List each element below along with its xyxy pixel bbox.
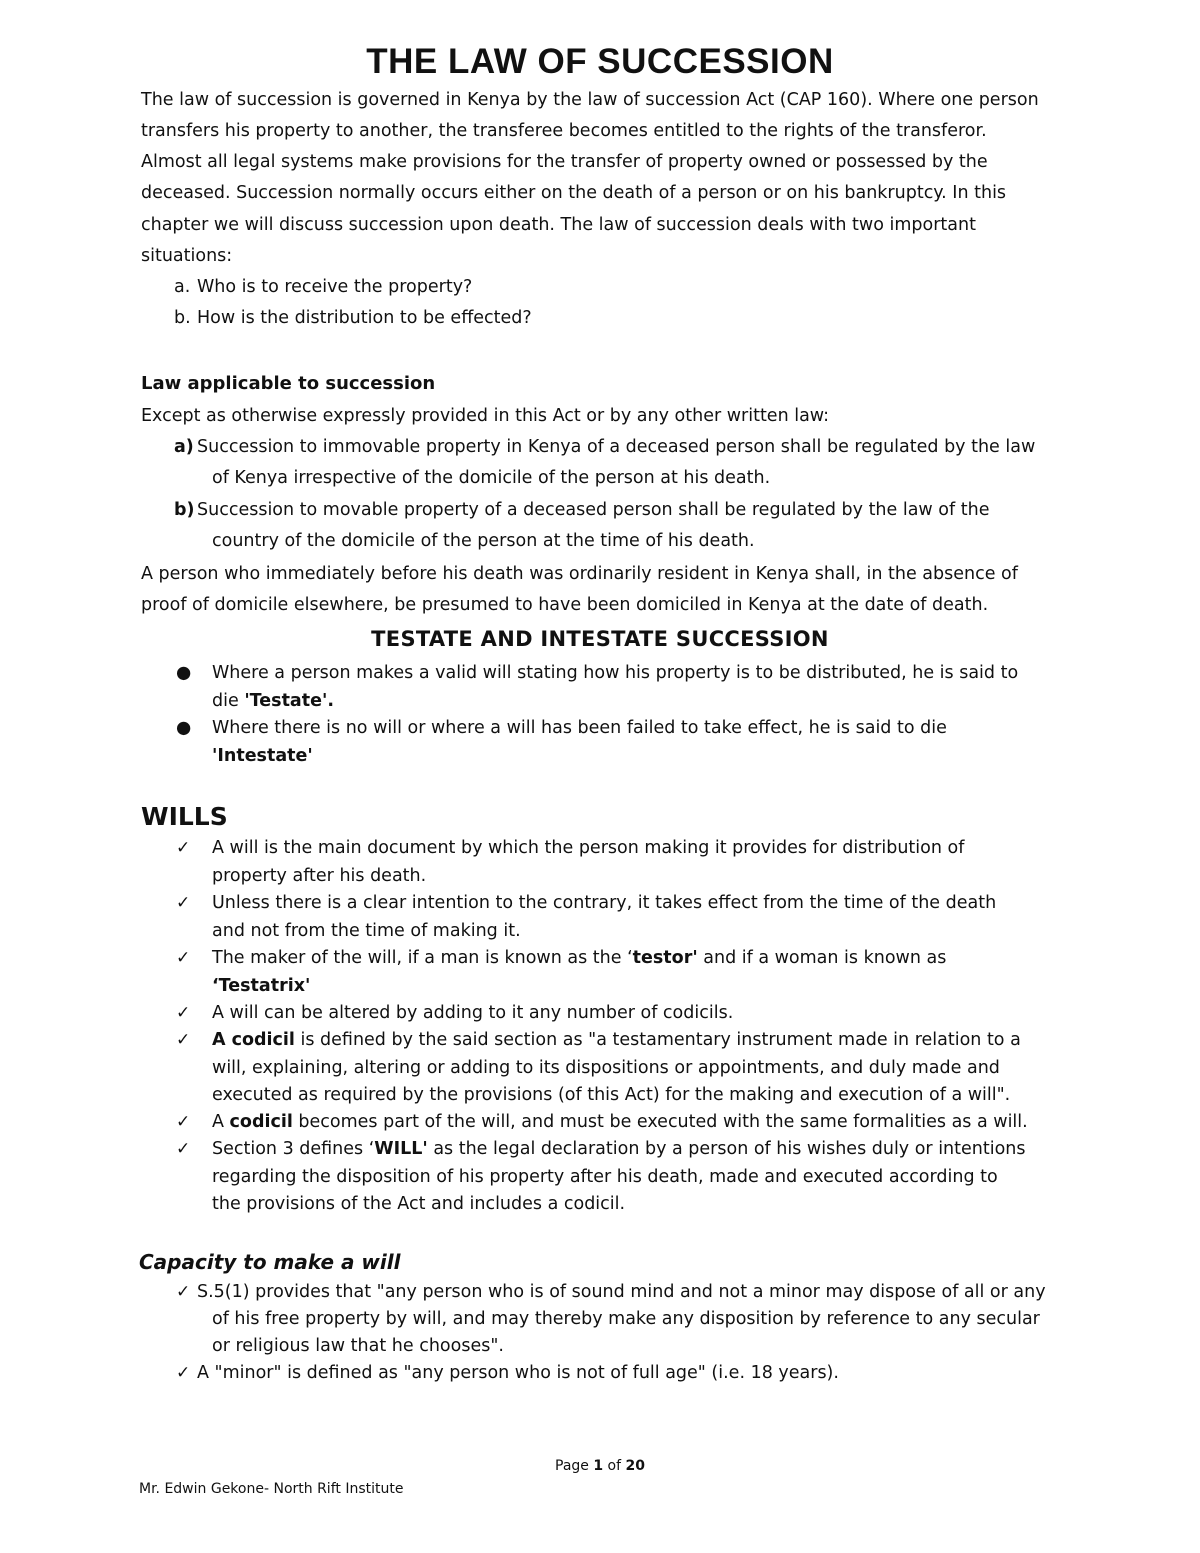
list-item-line: regarding the disposition of his property after his death, made and executed according to: [212, 1167, 998, 1187]
section-heading-testate-intestate: TESTATE AND INTESTATE SUCCESSION: [371, 627, 829, 651]
intro-line: Almost all legal systems make provisions for the transfer of property owned or possessed by the: [141, 152, 988, 172]
list-item-line: of Kenya irrespective of the domicile of the person at his death.: [212, 468, 771, 488]
list-item-line: and not from the time of making it.: [212, 921, 521, 941]
checkmark-icon: ✓: [176, 1112, 191, 1132]
intro-line: situations:: [141, 246, 233, 266]
list-item-line: [212, 688, 334, 716]
text: becomes part of the will, and must be executed with the same formalities as a will.: [292, 1112, 1028, 1132]
intro-line: The law of succession is governed in Kenya by the law of succession Act (CAP 160). Where one person: [141, 90, 1039, 110]
text: is defined by the said section as "a testamentary instrument made in relation to a: [294, 1030, 1021, 1050]
list-item-line: property after his death.: [212, 866, 427, 886]
list-item-line: Succession to movable property of a deceased person shall be regulated by the law of the: [197, 500, 990, 520]
checkmark-icon: ✓: [176, 1030, 191, 1050]
list-item-line: or religious law that he chooses".: [212, 1336, 504, 1356]
checkmark-icon: ✓: [176, 1139, 191, 1159]
list-item-line: [212, 1136, 1026, 1164]
term-testatrix: ‘Testatrix': [212, 976, 311, 996]
text: die: [212, 691, 245, 711]
term-will: WILL': [374, 1139, 428, 1159]
list-item-line: [212, 1109, 1028, 1137]
current-page: 1: [593, 1458, 604, 1474]
term-codicil: A codicil: [212, 1030, 295, 1050]
bullet-dot-icon: ●: [176, 718, 192, 738]
term-testate: 'Testate'.: [244, 691, 334, 711]
intro-line: deceased. Succession normally occurs either on the death of a person or on his bankruptcy. In this: [141, 183, 1007, 203]
intro-line: chapter we will discuss succession upon death. The law of succession deals with two important: [141, 215, 976, 235]
list-item-line: the provisions of the Act and includes a codicil.: [212, 1194, 626, 1214]
checkmark-icon: ✓: [176, 1282, 191, 1302]
list-marker: a): [174, 437, 194, 457]
footer-author: Mr. Edwin Gekone- North Rift Institute: [139, 1481, 404, 1497]
section-heading-law-applicable: Law applicable to succession: [141, 373, 436, 394]
list-item-line: executed as required by the provisions (of this Act) for the making and execution of a will".: [212, 1085, 1011, 1105]
checkmark-icon: ✓: [176, 1363, 191, 1383]
checkmark-icon: ✓: [176, 838, 191, 858]
checkmark-icon: ✓: [176, 948, 191, 968]
list-item: Who is to receive the property?: [197, 277, 473, 297]
list-item-line: [212, 1027, 1021, 1055]
term-codicil: codicil: [229, 1112, 293, 1132]
text: of: [603, 1458, 626, 1474]
page-number: [0, 1458, 1200, 1474]
text: and if a woman is known as: [697, 948, 947, 968]
list-item-line: country of the domicile of the person at the time of his death.: [212, 531, 755, 551]
list-item-line: Where there is no will or where a will has been failed to take effect, he is said to die: [212, 718, 947, 738]
text: Page: [555, 1458, 594, 1474]
intro-line: transfers his property to another, the transferee becomes entitled to the rights of the transferor.: [141, 121, 987, 141]
checkmark-icon: ✓: [176, 1003, 191, 1023]
document-title: THE LAW OF SUCCESSION: [366, 42, 834, 81]
text: The maker of the will, if a man is known as the ‘: [212, 948, 633, 968]
term-intestate: 'Intestate': [212, 746, 313, 766]
paragraph-line: proof of domicile elsewhere, be presumed to have been domiciled in Kenya at the date of death.: [141, 595, 989, 615]
checkmark-icon: ✓: [176, 893, 191, 913]
list-item-line: A will is the main document by which the person making it provides for distribution of: [212, 838, 965, 858]
list-item-line: Unless there is a clear intention to the contrary, it takes effect from the time of the death: [212, 893, 997, 913]
term-testor: testor': [632, 948, 698, 968]
list-marker: b.: [174, 308, 191, 328]
list-item-line: A "minor" is defined as "any person who is not of full age" (i.e. 18 years).: [197, 1363, 839, 1383]
bullet-dot-icon: ●: [176, 663, 192, 683]
list-marker: a.: [174, 277, 191, 297]
text: A: [212, 1112, 230, 1132]
list-item-line: Succession to immovable property in Kenya of a deceased person shall be regulated by the law: [197, 437, 1036, 457]
section-heading-capacity: Capacity to make a will: [139, 1250, 401, 1274]
list-item-line: S.5(1) provides that "any person who is of sound mind and not a minor may dispose of all or any: [197, 1282, 1046, 1302]
list-item-line: [212, 945, 946, 973]
paragraph: Except as otherwise expressly provided in this Act or by any other written law:: [141, 406, 830, 426]
paragraph-line: A person who immediately before his death was ordinarily resident in Kenya shall, in the absence of: [141, 564, 1018, 584]
list-item-line: Where a person makes a valid will stating how his property is to be distributed, he is said to: [212, 663, 1019, 683]
list-item-line: of his free property by will, and may thereby make any disposition by reference to any secular: [212, 1309, 1040, 1329]
list-item-line: A will can be altered by adding to it any number of codicils.: [212, 1003, 734, 1023]
total-pages: 20: [625, 1458, 645, 1474]
section-heading-wills: WILLS: [141, 802, 228, 831]
list-item-line: will, explaining, altering or adding to its dispositions or appointments, and duly made and: [212, 1058, 1000, 1078]
text: Section 3 defines ‘: [212, 1139, 375, 1159]
list-marker: b): [174, 500, 195, 520]
text: as the legal declaration by a person of his wishes duly or intentions: [427, 1139, 1026, 1159]
list-item: How is the distribution to be effected?: [197, 308, 532, 328]
